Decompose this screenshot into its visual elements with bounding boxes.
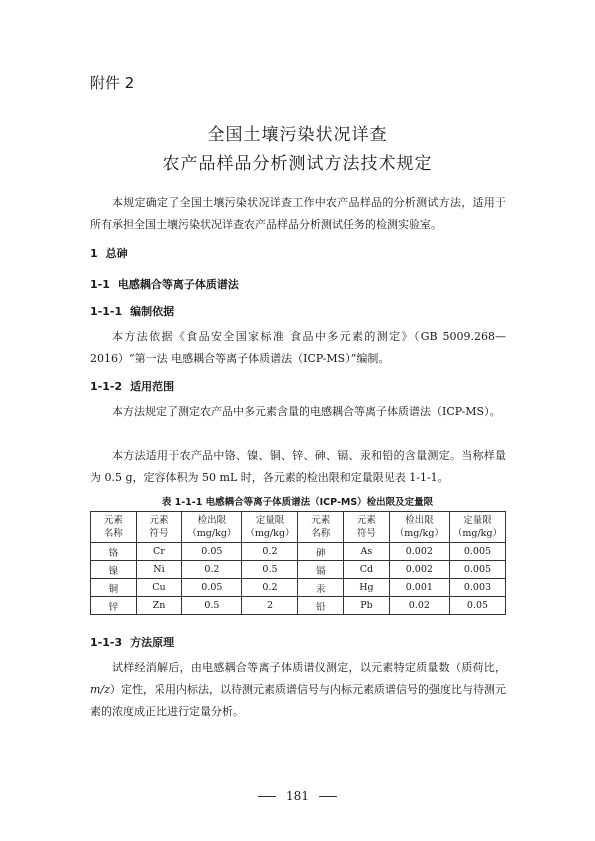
dash-right bbox=[319, 796, 337, 797]
intro-paragraph: 本规定确定了全国土壤污染状况详查工作中农产品样品的分析测试方法，适用于所有承担全国土壤污染状况详查农产品样品分析测试任务的检测实验室。 bbox=[90, 196, 506, 231]
section-heading-1 bbox=[90, 245, 128, 261]
table-row bbox=[91, 543, 506, 561]
cell-element-symbol: Cu bbox=[136, 579, 182, 597]
table-header-row bbox=[91, 512, 506, 543]
cell-element-symbol: Cr bbox=[136, 543, 182, 561]
section-number: 1-1-3 bbox=[90, 636, 123, 649]
cell-loq: 0.003 bbox=[449, 579, 505, 597]
cell-loq: 0.5 bbox=[242, 561, 298, 579]
cell-loq: 2 bbox=[242, 597, 298, 615]
col-header-loq: 定量限 （mg/kg） bbox=[449, 512, 505, 543]
col-header-lod: 检出限 （mg/kg） bbox=[182, 512, 242, 543]
section-heading-1-1-2 bbox=[90, 378, 174, 394]
cell-loq: 0.005 bbox=[449, 543, 505, 561]
table-row bbox=[91, 561, 506, 579]
cell-lod: 0.02 bbox=[389, 597, 449, 615]
col-header-element-name: 元素 名称 bbox=[91, 512, 137, 543]
cell-loq: 0.2 bbox=[242, 543, 298, 561]
section-title: 电感耦合等离子体质谱法 bbox=[117, 278, 239, 291]
section-heading-1-1-1 bbox=[90, 303, 174, 319]
section-heading-1-1 bbox=[90, 276, 239, 292]
section-title: 适用范围 bbox=[130, 380, 175, 393]
cell-loq: 0.2 bbox=[242, 579, 298, 597]
cell-element-name: 汞 bbox=[298, 579, 344, 597]
section-heading-1-1-3 bbox=[90, 634, 174, 650]
table-row bbox=[91, 579, 506, 597]
cell-element-name: 铅 bbox=[298, 597, 344, 615]
cell-element-name: 砷 bbox=[298, 543, 344, 561]
cell-lod: 0.05 bbox=[182, 579, 242, 597]
cell-loq: 0.005 bbox=[449, 561, 505, 579]
cell-loq: 0.05 bbox=[449, 597, 505, 615]
cell-element-symbol: Pb bbox=[344, 597, 390, 615]
dash-left bbox=[258, 796, 276, 797]
cell-element-name: 铜 bbox=[91, 579, 137, 597]
cell-lod: 0.002 bbox=[389, 561, 449, 579]
col-header-lod: 检出限 （mg/kg） bbox=[389, 512, 449, 543]
cell-lod: 0.2 bbox=[182, 561, 242, 579]
cell-element-name: 铬 bbox=[91, 543, 137, 561]
section-title: 总砷 bbox=[105, 247, 128, 260]
cell-lod: 0.002 bbox=[389, 543, 449, 561]
doc-title-line2: 农产品样品分析测试方法技术规定 bbox=[162, 154, 433, 174]
scope-paragraph-2: 本方法适用于农产品中铬、镍、铜、锌、砷、镉、汞和铅的含量测定。当称样量为 0.5 g，定容体积为 50 mL 时，各元素的检出限和定量限见表 1-1-1。 bbox=[90, 449, 506, 484]
cell-element-symbol: Hg bbox=[344, 579, 390, 597]
cell-element-symbol: Ni bbox=[136, 561, 182, 579]
principle-paragraph: 试样经消解后，由电感耦合等离子体质谱仪测定，以元素特定质量数（质荷比，m/z）定性，采用内标法，以待测元素质谱信号与内标元素质谱信号的强度比与待测元素的浓度成正比进行定量分析。 bbox=[90, 661, 506, 718]
col-header-loq: 定量限 （mg/kg） bbox=[242, 512, 298, 543]
section-number: 1-1-1 bbox=[90, 305, 123, 318]
table-row bbox=[91, 597, 506, 615]
scope-paragraph-1: 本方法规定了测定农产品中多元素含量的电感耦合等离子体质谱法（ICP-MS）。 bbox=[112, 405, 501, 418]
col-header-element-symbol: 元素 符号 bbox=[136, 512, 182, 543]
section-number: 1 bbox=[90, 247, 98, 260]
col-header-element-symbol: 元素 符号 bbox=[344, 512, 390, 543]
basis-paragraph: 本方法依据《食品安全国家标准 食品中多元素的测定》（GB 5009.268—2016）“第一法 电感耦合等离子体质谱法（ICP-MS）”编制。 bbox=[90, 330, 506, 365]
detection-limit-table bbox=[90, 511, 506, 615]
section-number: 1-1 bbox=[90, 278, 110, 291]
cell-element-name: 锌 bbox=[91, 597, 137, 615]
section-title: 编制依据 bbox=[130, 305, 175, 318]
table-caption: 表 1-1-1 电感耦合等离子体质谱法（ICP-MS）检出限及定量限 bbox=[161, 497, 434, 508]
page-number: 181 bbox=[0, 789, 595, 803]
section-number: 1-1-2 bbox=[90, 380, 123, 393]
cell-element-symbol: Cd bbox=[344, 561, 390, 579]
mz-italic: m/z bbox=[90, 683, 110, 696]
cell-lod: 0.001 bbox=[389, 579, 449, 597]
doc-title-line1: 全国土壤污染状况详查 bbox=[207, 125, 388, 145]
annex-label: 附件 2 bbox=[90, 74, 135, 92]
cell-lod: 0.5 bbox=[182, 597, 242, 615]
cell-element-name: 镉 bbox=[298, 561, 344, 579]
cell-element-symbol: Zn bbox=[136, 597, 182, 615]
cell-lod: 0.05 bbox=[182, 543, 242, 561]
cell-element-symbol: As bbox=[344, 543, 390, 561]
section-title: 方法原理 bbox=[130, 636, 175, 649]
cell-element-name: 镍 bbox=[91, 561, 137, 579]
col-header-element-name: 元素 名称 bbox=[298, 512, 344, 543]
